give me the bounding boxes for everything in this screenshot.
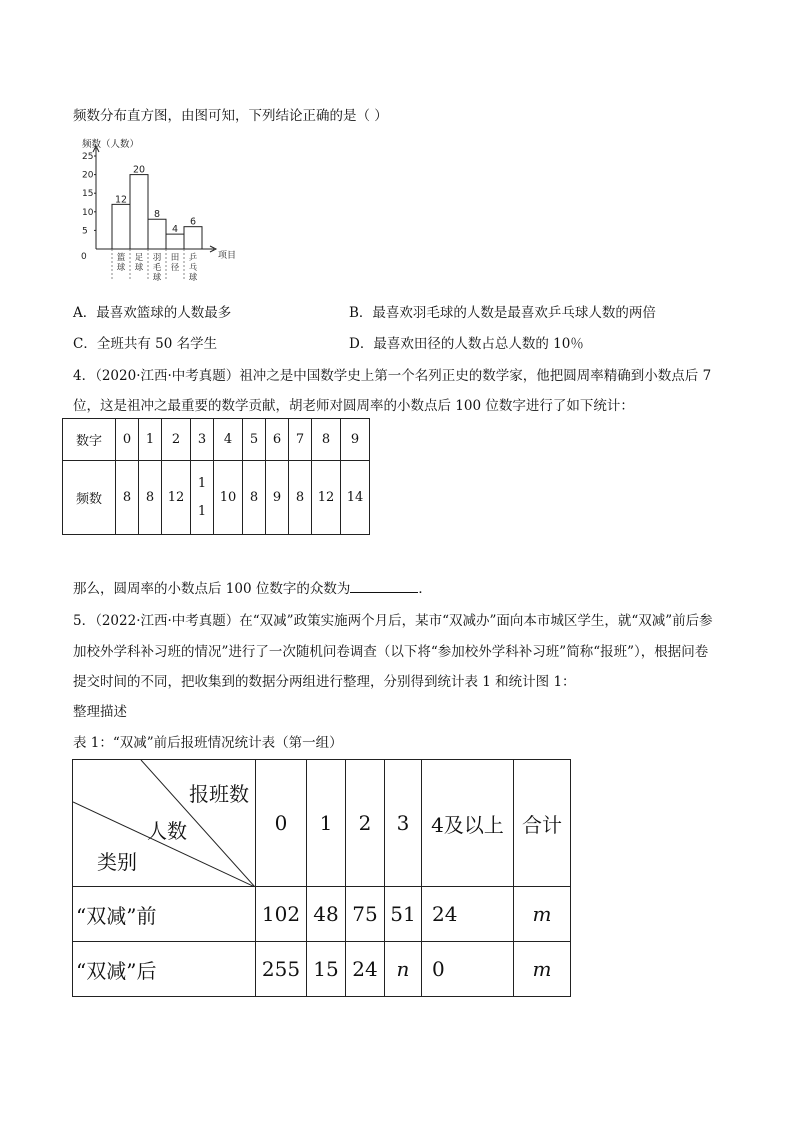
bar-value-label: 8 [153, 209, 161, 221]
header-cell: 1 [307, 760, 346, 887]
digit-cell: 3 [191, 419, 214, 461]
freq-cell: 8 [139, 461, 162, 535]
digit-cell: 4 [214, 419, 243, 461]
data-cell: 75 [346, 887, 385, 942]
x-tick-label: 田径 [170, 253, 180, 273]
digit-cell: 2 [162, 419, 191, 461]
question-4-answer [73, 577, 432, 597]
y-tick-label: 0 [81, 252, 87, 262]
y-tick-label: 25 [82, 152, 94, 162]
diagonal-header-cell [73, 760, 256, 887]
answer-prompt: 那么，圆周率的小数点后 100 位数字的众数为 [73, 581, 351, 597]
bar-value-label: 20 [132, 164, 146, 176]
question-3-stem: 频数分布直方图，由图可知，下列结论正确的是（ ） [73, 108, 388, 124]
data-cell: 24 [346, 942, 385, 997]
freq-cell: 12 [162, 461, 191, 535]
y-tick-label: 10 [82, 207, 94, 218]
double-reduction-table [72, 759, 571, 997]
question-4-line1: 4．（2020·江西·中考真题）祖冲之是中国数学史上第一个名列正史的数学家，他把圆周率精确到小数点后 7 [73, 368, 712, 384]
table-row-label: 频数 [63, 461, 116, 535]
digit-cell: 7 [289, 419, 312, 461]
freq-cell: 8 [243, 461, 266, 535]
y-tick-label: 20 [82, 170, 94, 181]
digit-cell: 5 [243, 419, 266, 461]
freq-cell: 8 [289, 461, 312, 535]
option-c[interactable]: C．全班共有 50 名学生 [73, 336, 218, 352]
histogram-chart [72, 134, 252, 284]
section-heading: 整理描述 [73, 704, 127, 720]
freq-cell: 9 [266, 461, 289, 535]
question-4-line2: 位，这是祖冲之最重要的数学贡献，胡老师对圆周率的小数点后 100 位数字进行了如下统计： [73, 398, 634, 414]
question-5-line1: 5．（2022·江西·中考真题）在“双减”政策实施两个月后，某市“双减办”面向本市城区学生，就“双减”前后参 [73, 613, 713, 629]
freq-cell: 14 [341, 461, 370, 535]
bar-value-label: 6 [189, 216, 197, 228]
freq-cell: 12 [312, 461, 341, 535]
question-5-line2: 加校外学科补习班的情况”进行了一次随机问卷调查（以下将“参加校外学科补习班”简称“报班”），根据问卷 [73, 644, 709, 660]
freq-cell: 8 [116, 461, 139, 535]
table-row-label: 数字 [63, 419, 116, 461]
header-cell: 0 [256, 760, 307, 887]
data-cell: n [385, 942, 422, 997]
row-label: “双减”后 [73, 942, 256, 997]
freq-cell [191, 461, 214, 535]
bar [166, 234, 184, 249]
data-cell: 51 [385, 887, 422, 942]
x-tick-label: 足球 [134, 253, 144, 273]
bar [112, 204, 130, 249]
row-label: “双减”前 [73, 887, 256, 942]
table-row [73, 887, 571, 942]
freq-cell: 10 [214, 461, 243, 535]
header-cell: 4及以上 [422, 760, 514, 887]
bar [130, 175, 148, 249]
digit-cell: 9 [341, 419, 370, 461]
answer-period: ． [418, 581, 432, 597]
digit-cell: 8 [312, 419, 341, 461]
header-cell: 合计 [514, 760, 571, 887]
pi-digit-table [62, 418, 370, 535]
header-cell: 2 [346, 760, 385, 887]
answer-blank[interactable] [350, 580, 418, 593]
data-cell: 102 [256, 887, 307, 942]
y-tick-label: 5 [82, 226, 88, 237]
bar [148, 219, 166, 249]
option-d[interactable]: D．最喜欢田径的人数占总人数的 10％ [349, 336, 584, 352]
x-tick-label: 羽毛球 [152, 253, 162, 283]
question-5-line3: 提交时间的不同，把收集到的数据分两组进行整理，分别得到统计表 1 和统计图 1： [73, 674, 576, 690]
option-b[interactable]: B．最喜欢羽毛球的人数是最喜欢乒乓球人数的两倍 [349, 305, 656, 321]
digit-cell: 0 [116, 419, 139, 461]
x-tick-label: 篮球 [116, 253, 126, 273]
bar-value-label: 12 [114, 194, 128, 206]
data-cell: 0 [422, 942, 514, 997]
data-cell: m [514, 887, 571, 942]
freq-cell-top: 1 [197, 475, 207, 491]
header-cell: 3 [385, 760, 422, 887]
data-cell: 255 [256, 942, 307, 997]
digit-cell: 6 [266, 419, 289, 461]
bar-value-label: 4 [171, 224, 179, 236]
data-cell: 48 [307, 887, 346, 942]
y-tick-label: 15 [82, 189, 94, 200]
diag-bottom-label: 类别 [97, 850, 137, 874]
freq-cell-bottom: 1 [197, 503, 207, 519]
bar [184, 227, 202, 249]
x-tick-label: 乒乓球 [188, 253, 198, 283]
data-cell: 24 [422, 887, 514, 942]
diag-top-label: 报班数 [189, 782, 249, 806]
table-title: 表 1：“双减”前后报班情况统计表（第一组） [73, 735, 343, 751]
table-row [73, 942, 571, 997]
chart-ylabel: 频数（人数） [82, 139, 140, 150]
option-a[interactable]: A．最喜欢篮球的人数最多 [73, 305, 232, 321]
digit-cell: 1 [139, 419, 162, 461]
chart-xlabel: 项目 [218, 251, 237, 261]
data-cell: m [514, 942, 571, 997]
data-cell: 15 [307, 942, 346, 997]
diag-mid-label: 人数 [147, 819, 187, 843]
